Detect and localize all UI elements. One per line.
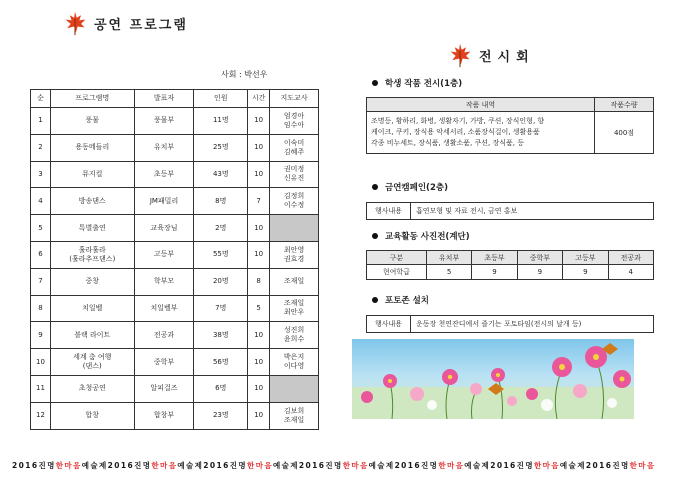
- row-teacher: [270, 375, 319, 402]
- row-count: 56명: [194, 349, 248, 376]
- works-line: 각종 비누세트, 장식품, 생활소품, 쿠션, 장식품, 등: [371, 139, 524, 147]
- fotozone-heading-text: 포토존 설치: [385, 296, 430, 306]
- photo-cell: 9: [517, 265, 562, 280]
- works-col-count: 작품수량: [595, 98, 654, 112]
- footer-segment: 예술제: [368, 461, 395, 470]
- row-presenter: 유치부: [134, 134, 194, 161]
- photo-col: 유치부: [426, 251, 471, 265]
- row-teacher: [270, 215, 319, 242]
- row-teacher: [270, 108, 319, 135]
- footer-segment: 예술제: [559, 461, 586, 470]
- row-time: 10: [248, 215, 270, 242]
- row-presenter: 고등부: [134, 241, 194, 268]
- row-time: 8: [248, 268, 270, 295]
- row-presenter: 초등부: [134, 161, 194, 188]
- footer-segment: 예술제: [272, 461, 299, 470]
- footer-segment: 2016진명: [12, 461, 56, 470]
- row-teacher: [270, 295, 319, 322]
- photo-cell: 현여학급: [367, 265, 427, 280]
- row-teacher: [270, 134, 319, 161]
- program-title-row: [62, 6, 188, 40]
- program-table: [30, 89, 319, 430]
- teacher-name: 조재일: [283, 415, 305, 424]
- program-name: 블랙 라이트: [74, 330, 111, 339]
- works-heading: [372, 77, 462, 89]
- footer-segment: 2016진명: [490, 461, 534, 470]
- row-time: 10: [248, 322, 270, 349]
- row-no: 11: [31, 375, 51, 402]
- teacher-name: 권미정: [283, 165, 305, 174]
- program-row: [31, 161, 319, 188]
- photo-cell: 9: [563, 265, 608, 280]
- row-teacher: [270, 161, 319, 188]
- program-name: 초청공연: [78, 384, 106, 393]
- row-no: 6: [31, 241, 51, 268]
- program-table-body: [31, 108, 319, 430]
- row-no: 4: [31, 188, 51, 215]
- program-name: 훌라훌라: [78, 245, 106, 254]
- row-program: [50, 268, 134, 295]
- row-no: 5: [31, 215, 51, 242]
- row-program: [50, 402, 134, 429]
- works-count: 400점: [595, 112, 654, 154]
- row-no: 8: [31, 295, 51, 322]
- program-row: [31, 295, 319, 322]
- program-row: [31, 402, 319, 429]
- row-program: [50, 215, 134, 242]
- footer-segment: 2016진명: [394, 461, 439, 470]
- program-name-sub: (댄스): [82, 362, 102, 371]
- bullet-icon: [372, 80, 378, 86]
- photo-data-row: [367, 265, 654, 280]
- program-table-header: [31, 90, 319, 108]
- campaign-table: [366, 202, 654, 220]
- row-no: 12: [31, 402, 51, 429]
- teacher-name: 신유진: [283, 174, 305, 183]
- fotozone-label: 행사내용: [367, 316, 411, 333]
- teacher-name: 이다영: [283, 362, 305, 371]
- col-time: 시간: [248, 90, 270, 108]
- teacher-name: 이수정: [283, 201, 305, 210]
- footer-segment: 한마음: [438, 461, 465, 470]
- row-count: 8명: [194, 188, 248, 215]
- footer-segment: 예술제: [464, 461, 491, 470]
- footer-segment: 예술제: [177, 461, 204, 470]
- row-count: 55명: [194, 241, 248, 268]
- row-count: 43명: [194, 161, 248, 188]
- photo-cell: 9: [472, 265, 517, 280]
- bullet-icon: [372, 297, 378, 303]
- campaign-content: 흡연모형 및 자료 전시, 금연 홍보: [411, 203, 654, 220]
- row-time: 10: [248, 161, 270, 188]
- works-list: [367, 112, 595, 154]
- maple-leaf-icon: [62, 10, 88, 36]
- program-name: 세계 춤 여행: [73, 353, 112, 362]
- row-no: 9: [31, 322, 51, 349]
- row-program: [50, 295, 134, 322]
- footer-segment: 한마음: [247, 461, 273, 470]
- maple-leaf-icon: [447, 42, 473, 68]
- teacher-name: 임수아: [283, 120, 305, 129]
- footer-banner: [12, 460, 672, 471]
- footer-segment: 2016진명: [585, 461, 630, 470]
- row-time: 10: [248, 134, 270, 161]
- row-program: [50, 161, 134, 188]
- row-count: 20명: [194, 268, 248, 295]
- program-row: [31, 322, 319, 349]
- photo-heading-text: 교육활동 사진전(계단): [385, 232, 470, 242]
- program-row: [31, 241, 319, 268]
- program-name: 풍물: [85, 116, 100, 125]
- exhibition-title: 전시회: [479, 49, 535, 65]
- photo-col: 고등부: [563, 251, 608, 265]
- row-presenter: JM패밀리: [134, 188, 194, 215]
- footer-segment: 2016진명: [203, 461, 248, 470]
- row-presenter: 중학부: [134, 349, 194, 376]
- row-count: 23명: [194, 402, 248, 429]
- col-teacher: 지도교사: [270, 90, 319, 108]
- row-no: 2: [31, 134, 51, 161]
- row-program: [50, 134, 134, 161]
- program-name: 치일벨: [82, 303, 103, 312]
- teacher-name: 윤희수: [283, 335, 305, 344]
- row-program: [50, 322, 134, 349]
- teacher-name: 엄경아: [283, 111, 305, 120]
- row-time: 10: [248, 241, 270, 268]
- program-name: 방송댄스: [78, 196, 106, 205]
- teacher-name: 조재일: [283, 299, 305, 308]
- row-count: 11명: [194, 108, 248, 135]
- row-program: [50, 349, 134, 376]
- exhibition-title-row: [447, 40, 535, 70]
- row-time: 10: [248, 375, 270, 402]
- fotozone-table: [366, 315, 654, 333]
- program-row: [31, 215, 319, 242]
- row-time: 5: [248, 295, 270, 322]
- row-count: 2명: [194, 215, 248, 242]
- row-teacher: [270, 268, 319, 295]
- row-program: [50, 188, 134, 215]
- fotozone-heading: [372, 294, 429, 306]
- footer-segment: 한마음: [55, 461, 82, 470]
- teacher-name: 김정희: [283, 192, 305, 201]
- program-name: 중창: [85, 277, 100, 286]
- row-no: 10: [31, 349, 51, 376]
- row-presenter: 학부모: [134, 268, 194, 295]
- row-presenter: 치일벨부: [134, 295, 194, 322]
- campaign-heading: [372, 181, 448, 193]
- photo-header-row: [367, 251, 654, 265]
- col-count: 인원: [194, 90, 248, 108]
- teacher-name: 이숙미: [283, 138, 305, 147]
- footer-segment: 한마음: [533, 461, 560, 470]
- works-line: 조명등, 황하리, 화병, 생활자기, 가방, 쿠션, 장식인형, 향: [371, 117, 545, 125]
- row-teacher: [270, 241, 319, 268]
- teacher-name: 최안우: [283, 308, 305, 317]
- photo-col: 중학부: [517, 251, 562, 265]
- works-heading-text: 학생 작품 전시(1층): [385, 79, 463, 89]
- program-name-sub: (훌라추프댄스): [69, 254, 116, 263]
- row-count: 38명: [194, 322, 248, 349]
- photo-cell: 4: [608, 265, 653, 280]
- program-name: 합창: [85, 411, 100, 420]
- row-teacher: [270, 188, 319, 215]
- campaign-heading-text: 금연캠페인(2층): [385, 183, 448, 193]
- program-row: [31, 134, 319, 161]
- campaign-row: [367, 203, 654, 220]
- campaign-label: 행사내용: [367, 203, 411, 220]
- fotozone-row: [367, 316, 654, 333]
- photo-col: 구분: [367, 251, 427, 265]
- teacher-name: 박은지: [283, 353, 305, 362]
- photo-table: [366, 250, 654, 280]
- row-presenter: 합창부: [134, 402, 194, 429]
- teacher-name: 김보희: [283, 406, 305, 415]
- fotozone-content: 운동장 천연잔디에서 즐기는 포토타임(전시의 날개 등): [411, 316, 654, 333]
- program-row: [31, 349, 319, 376]
- row-teacher: [270, 402, 319, 429]
- row-count: 25명: [194, 134, 248, 161]
- row-presenter: 교육장님: [134, 215, 194, 242]
- col-no: 순: [31, 90, 51, 108]
- footer-segment: 한마음: [151, 461, 178, 470]
- bullet-icon: [372, 233, 378, 239]
- row-count: 7명: [194, 295, 248, 322]
- row-program: [50, 375, 134, 402]
- footer-segment: 한마음: [629, 461, 656, 470]
- teacher-name: 최안영: [283, 245, 305, 254]
- works-row: [367, 112, 654, 154]
- photo-col: 초등부: [472, 251, 517, 265]
- photo-col: 전공과: [608, 251, 653, 265]
- teacher-name: 성진희: [283, 326, 305, 335]
- photo-heading: [372, 230, 470, 242]
- host-label: 사회 : 박선우: [221, 70, 268, 79]
- row-presenter: 알피걸즈: [134, 375, 194, 402]
- row-time: 10: [248, 402, 270, 429]
- row-teacher: [270, 349, 319, 376]
- works-header-row: [367, 98, 654, 112]
- program-name: 특별출연: [78, 223, 106, 232]
- program-row: [31, 108, 319, 135]
- teacher-name: 김혜주: [283, 147, 305, 156]
- footer-segment: 한마음: [342, 461, 369, 470]
- row-program: [50, 108, 134, 135]
- program-row: [31, 188, 319, 215]
- footer-segment: 2016진명: [298, 461, 343, 470]
- program-row: [31, 375, 319, 402]
- bullet-icon: [372, 184, 378, 190]
- program-title: 공연 프로그램: [94, 17, 188, 33]
- photo-cell: 5: [426, 265, 471, 280]
- row-no: 7: [31, 268, 51, 295]
- flower-banner-image: [352, 339, 634, 419]
- teacher-name: 권효경: [283, 254, 305, 263]
- row-time: 10: [248, 108, 270, 135]
- row-count: 6명: [194, 375, 248, 402]
- teacher-name: 조재일: [283, 277, 305, 286]
- row-teacher: [270, 322, 319, 349]
- row-no: 1: [31, 108, 51, 135]
- row-time: 7: [248, 188, 270, 215]
- col-presenter: 발표자: [134, 90, 194, 108]
- row-presenter: 풍물부: [134, 108, 194, 135]
- row-presenter: 전공과: [134, 322, 194, 349]
- footer-segment: 예술제: [81, 461, 108, 470]
- program-name: 용동메들리: [75, 143, 110, 152]
- works-table: [366, 97, 654, 154]
- row-time: 10: [248, 349, 270, 376]
- works-col-detail: 작품 내역: [367, 98, 595, 112]
- row-no: 3: [31, 161, 51, 188]
- works-line: 케이크, 쿠키, 장식용 악세서리, 소품장식걸이, 생활용품: [371, 128, 540, 136]
- footer-segment: 2016진명: [107, 461, 152, 470]
- col-program: 프로그램명: [50, 90, 134, 108]
- program-row: [31, 268, 319, 295]
- row-program: [50, 241, 134, 268]
- program-name: 뮤지컬: [82, 169, 103, 178]
